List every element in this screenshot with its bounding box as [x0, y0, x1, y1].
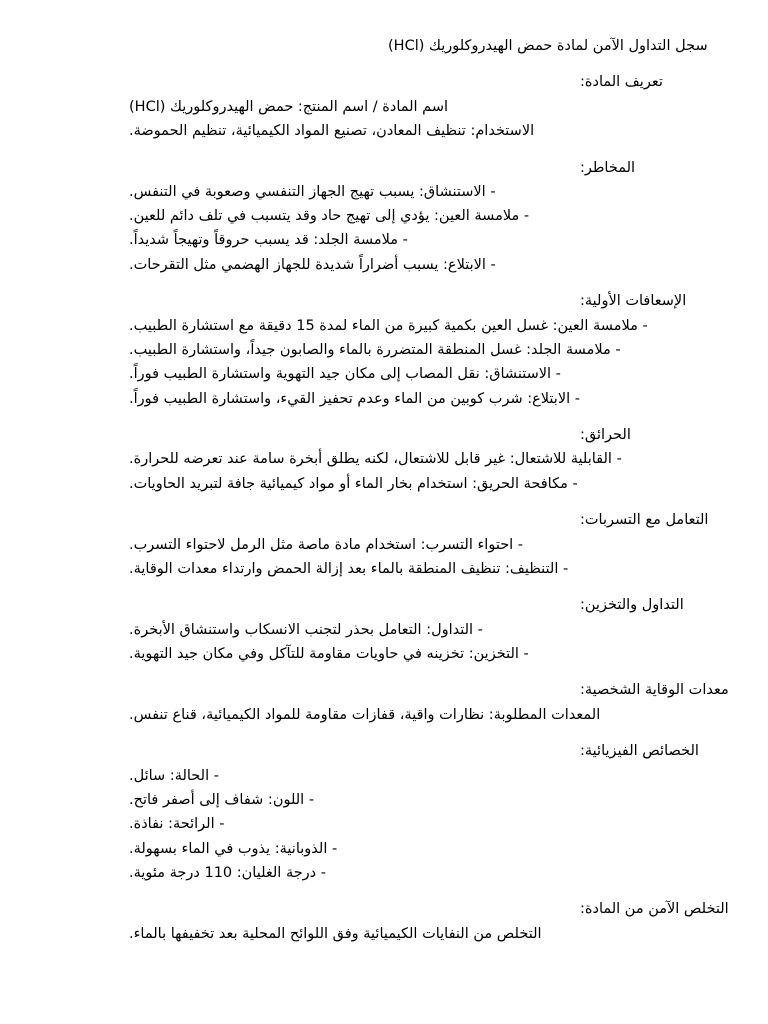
hazard-item: - الابتلاع: يسبب أضراراً شديدة للجهاز الهضمي مثل التقرحات.: [129, 257, 496, 273]
first-aid-item: - الاستنشاق: نقل المصاب إلى مكان جيد التهوية واستشارة الطبيب فوراً.: [129, 366, 561, 382]
first-aid-item: - ملامسة الجلد: غسل المنطقة المتضررة بالماء والصابون جيداً، واستشارة الطبيب.: [129, 342, 621, 358]
property-item: - درجة الغليان: 110 درجة مئوية.: [129, 865, 326, 881]
handling-item: - التداول: التعامل بحذر لتجنب الانسكاب واستنشاق الأبخرة.: [129, 622, 483, 638]
use-line: الاستخدام: تنظيف المعادن، تصنيع المواد الكيميائية، تنظيم الحموضة.: [129, 123, 535, 139]
product-name-line: اسم المادة / اسم المنتج: حمض الهيدروكلوريك (HCl): [129, 99, 449, 115]
section-heading-spills: التعامل مع التسربات:: [580, 512, 709, 528]
section-heading-identification: تعريف المادة:: [580, 74, 663, 90]
hazard-item: - الاستنشاق: يسبب تهيج الجهاز التنفسي وصعوبة في التنفس.: [129, 184, 496, 200]
property-item: - الرائحة: نفاذة.: [129, 816, 225, 832]
section-heading-first-aid: الإسعافات الأولية:: [580, 293, 687, 309]
document-title: سجل التداول الآمن لمادة حمض الهيدروكلوريك (HCl): [388, 38, 708, 54]
section-heading-properties: الخصائص الفيزيائية:: [580, 743, 699, 759]
handling-item: - التخزين: تخزينه في حاويات مقاومة للتآكل وفي مكان جيد التهوية.: [129, 646, 529, 662]
ppe-line: المعدات المطلوبة: نظارات واقية، قفازات مقاومة للمواد الكيميائية، قناع تنفس.: [129, 707, 601, 723]
spill-item: - التنظيف: تنظيف المنطقة بالماء بعد إزالة الحمض وارتداء معدات الوقاية.: [129, 561, 569, 577]
section-heading-handling: التداول والتخزين:: [580, 597, 684, 613]
disposal-line: التخلص من النفايات الكيميائية وفق اللوائح المحلية بعد تخفيفها بالماء.: [129, 926, 542, 942]
fire-item: - مكافحة الحريق: استخدام بخار الماء أو مواد كيميائية جافة لتبريد الحاويات.: [129, 476, 578, 492]
fire-item: - القابلية للاشتعال: غير قابل للاشتعال، لكنه يطلق أبخرة سامة عند تعرضه للحرارة.: [129, 451, 622, 467]
hazard-item: - ملامسة الجلد: قد يسبب حروقاً وتهيجاً شديداً.: [129, 232, 408, 248]
hazard-item: - ملامسة العين: يؤدي إلى تهيج حاد وقد يتسبب في تلف دائم للعين.: [129, 208, 530, 224]
section-heading-fire: الحرائق:: [580, 427, 631, 443]
property-item: - اللون: شفاف إلى أصفر فاتح.: [129, 792, 315, 808]
first-aid-item: - ملامسة العين: غسل العين بكمية كبيرة من الماء لمدة 15 دقيقة مع استشارة الطبيب.: [129, 318, 648, 334]
property-item: - الحالة: سائل.: [129, 768, 219, 784]
spill-item: - احتواء التسرب: استخدام مادة ماصة مثل الرمل لاحتواء التسرب.: [129, 537, 524, 553]
section-heading-disposal: التخلص الآمن من المادة:: [580, 901, 729, 917]
property-item: - الذوبانية: يذوب في الماء بسهولة.: [129, 841, 338, 857]
first-aid-item: - الابتلاع: شرب كوبين من الماء وعدم تحفيز القيء، واستشارة الطبيب فوراً.: [129, 391, 580, 407]
section-heading-hazards: المخاطر:: [580, 160, 636, 176]
section-heading-ppe: معدات الوقاية الشخصية:: [580, 682, 729, 698]
